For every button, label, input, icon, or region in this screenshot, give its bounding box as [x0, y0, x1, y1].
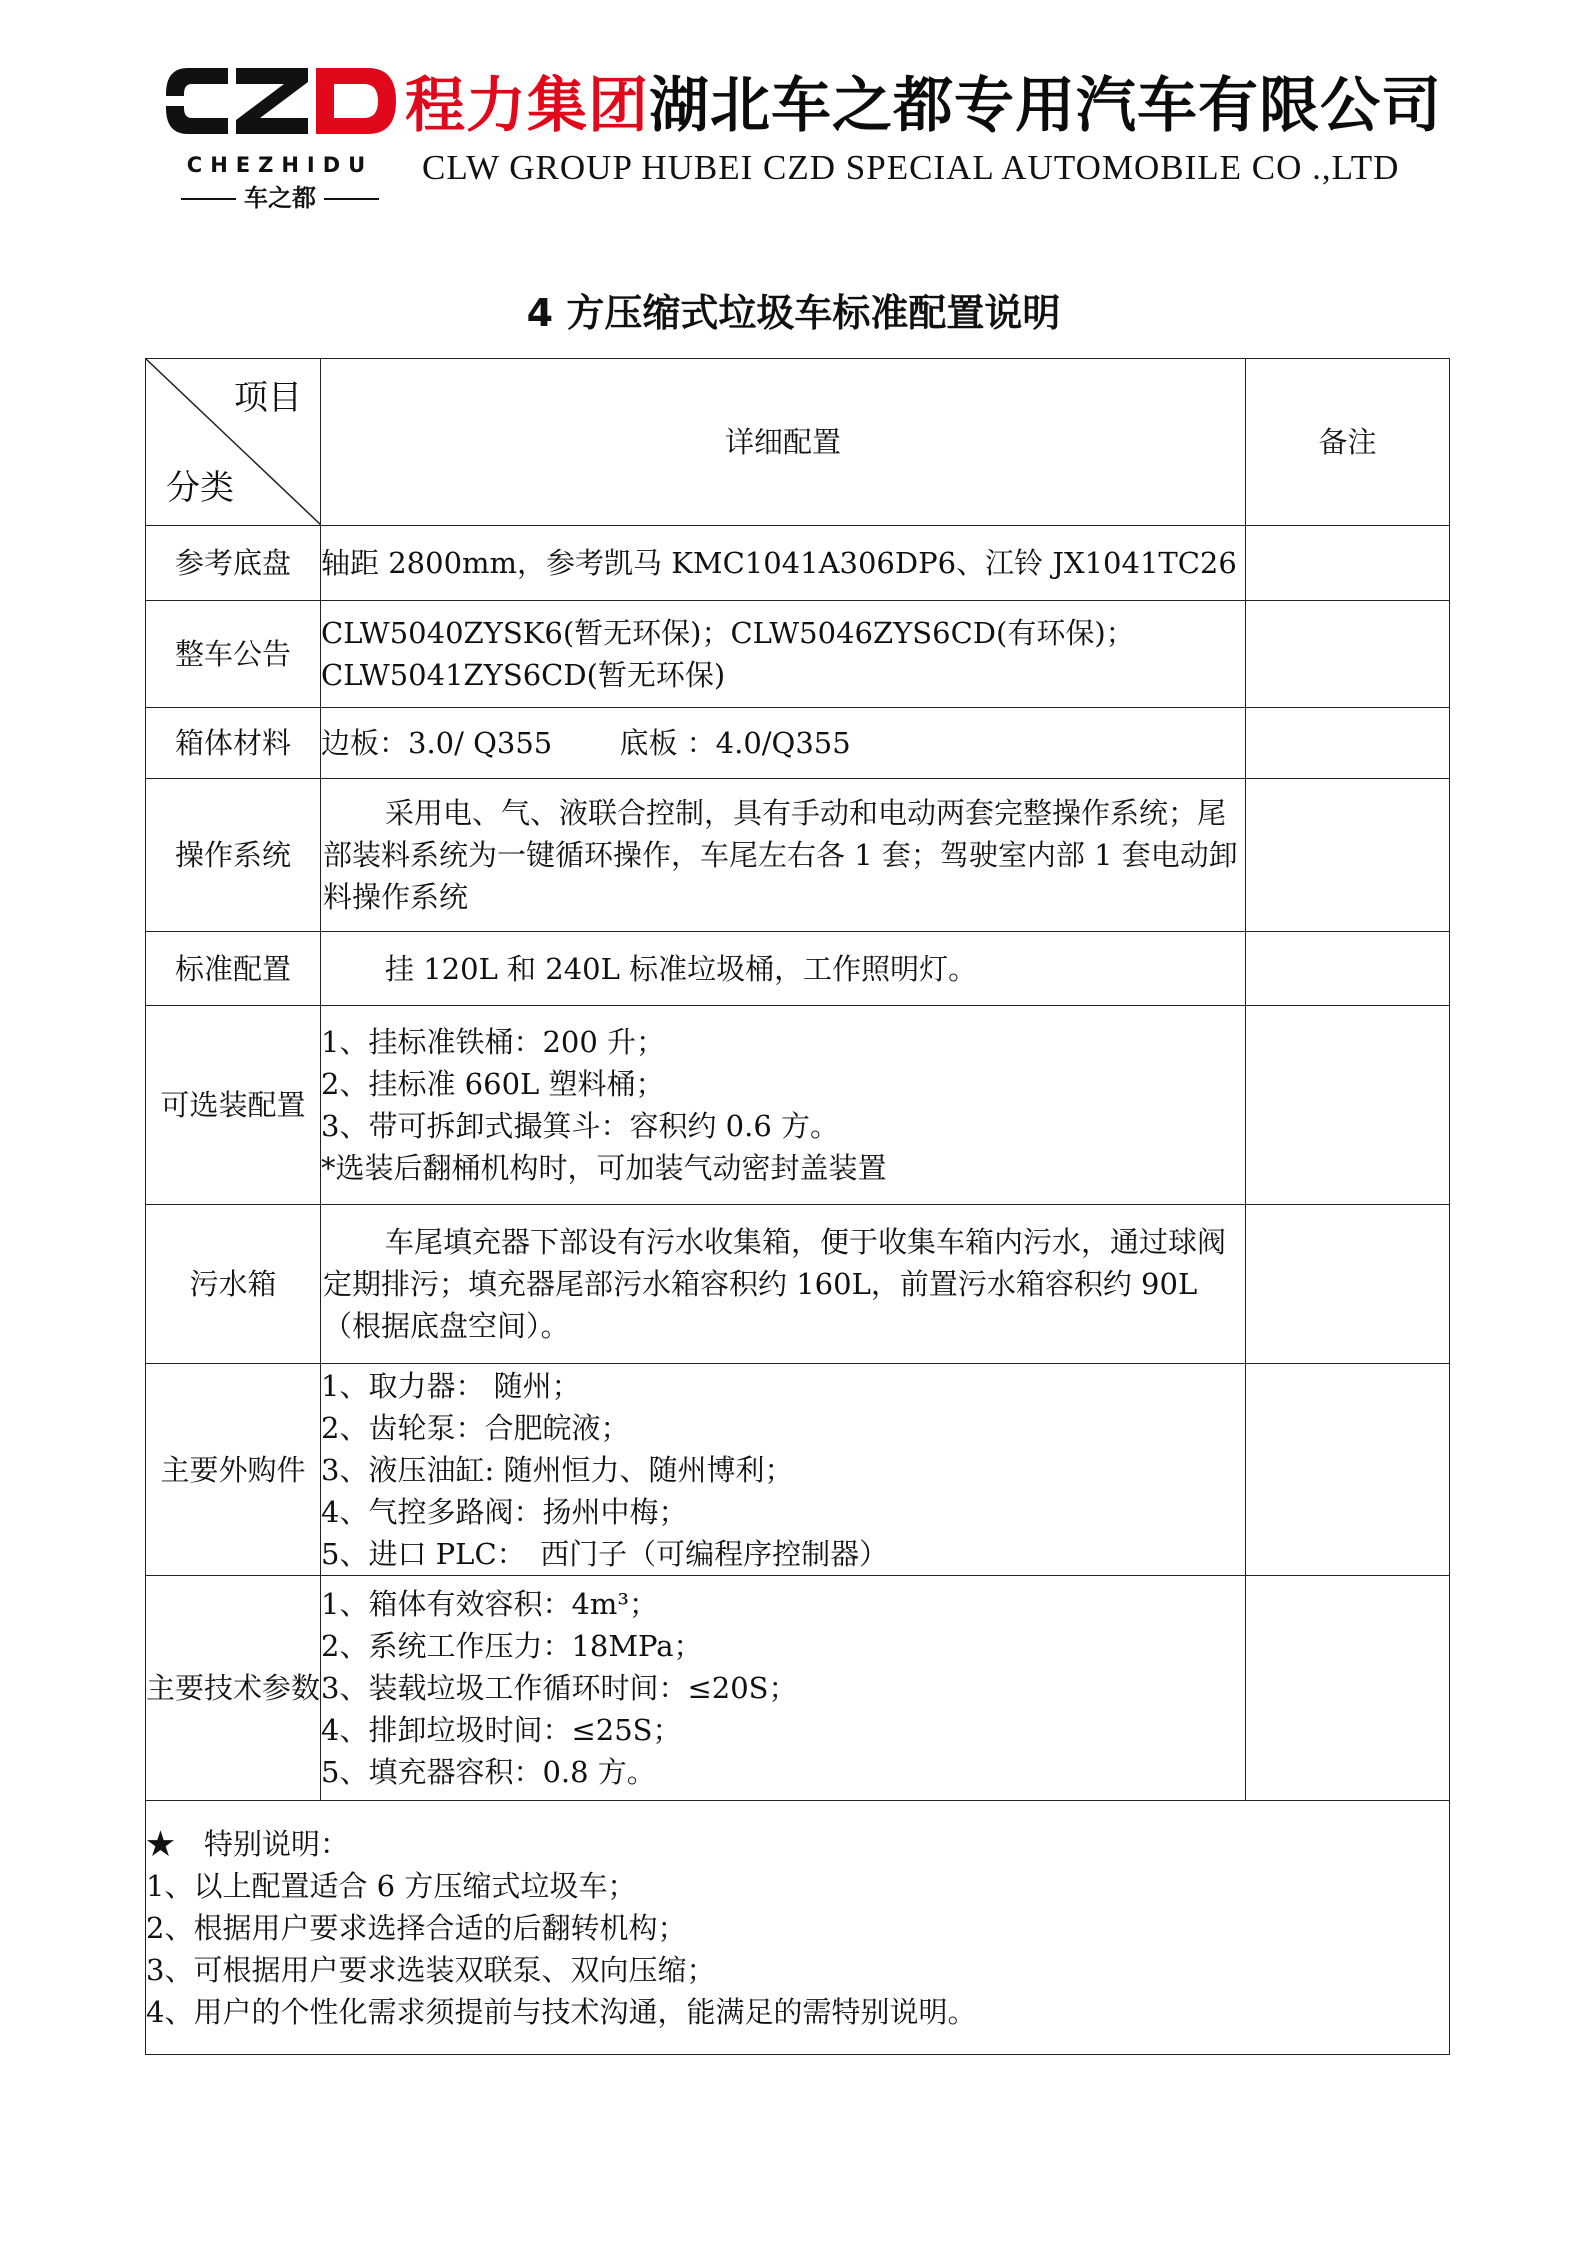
row-note — [1246, 1576, 1450, 1801]
row-category: 可选装配置 — [146, 1006, 321, 1205]
detail-line: *选装后翻桶机构时，可加装气动密封盖装置 — [321, 1151, 887, 1185]
notes-heading: ★ 特别说明： — [146, 1826, 350, 1861]
row-detail — [321, 1576, 1246, 1801]
row-detail: 车尾填充器下部设有污水收集箱，便于收集车箱内污水，通过球阀定期排污；填充器尾部污水箱容积约 160L，前置污水箱容积约 90L（根据底盘空间）。 — [321, 1205, 1246, 1364]
table-row — [146, 779, 1450, 932]
detail-line: 边板：3.0/ Q355 底板 ：4.0/Q355 — [321, 726, 851, 760]
row-detail: 采用电、气、液联合控制，具有手动和电动两套完整操作系统；尾部装料系统为一键循环操作，车尾左右各 1 套；驾驶室内部 1 套电动卸料操作系统 — [321, 779, 1246, 932]
table-row — [146, 1576, 1450, 1801]
header-item-label: 项目 — [234, 378, 302, 418]
row-note — [1246, 526, 1450, 601]
table-row — [146, 1364, 1450, 1576]
note-item: 2、根据用户要求选择合适的后翻转机构； — [146, 1910, 687, 1945]
company-name-cn — [405, 58, 1442, 144]
row-note — [1246, 1364, 1450, 1576]
detail-line: 3、带可拆卸式撮箕斗：容积约 0.6 方。 — [321, 1109, 840, 1143]
note-item: 1、以上配置适合 6 方压缩式垃圾车； — [146, 1868, 637, 1903]
company-name: 湖北车之都专用汽车有限公司 — [649, 71, 1442, 141]
row-note — [1246, 708, 1450, 779]
table-row — [146, 1205, 1450, 1364]
table-row — [146, 526, 1450, 601]
company-name-en: CLW GROUP HUBEI CZD SPECIAL AUTOMOBILE CO .,LTD — [422, 148, 1400, 187]
config-table — [145, 358, 1450, 2055]
czd-logo — [158, 60, 403, 150]
detail-line: 5、进口 PLC： 西门子（可编程序控制器） — [321, 1536, 889, 1571]
group-name: 程力集团 — [405, 71, 649, 141]
row-category: 主要外购件 — [146, 1364, 321, 1576]
logo-chinese-caption — [160, 178, 400, 213]
detail-line: 4、排卸垃圾时间：≤25S； — [321, 1713, 682, 1747]
row-category: 标准配置 — [146, 932, 321, 1006]
table-row — [146, 932, 1450, 1006]
detail-line: 5、填充器容积：0.8 方。 — [321, 1755, 656, 1789]
divider — [324, 198, 379, 200]
row-category: 参考底盘 — [146, 526, 321, 601]
detail-line: 2、系统工作压力：18MPa； — [321, 1629, 703, 1663]
header-category-label: 分类 — [166, 468, 234, 508]
table-row — [146, 601, 1450, 708]
detail-line: 2、挂标准 660L 塑料桶； — [321, 1067, 665, 1101]
table-row — [146, 708, 1450, 779]
detail-line: CLW5041ZYS6CD(暂无环保) — [321, 658, 726, 692]
row-category: 主要技术参数 — [146, 1576, 321, 1801]
detail-line: CLW5040ZYSK6(暂无环保)；CLW5046ZYS6CD(有环保)； — [321, 616, 1135, 650]
logo-subtitle: CHEZHIDU — [186, 153, 374, 177]
letterhead — [0, 0, 1587, 210]
row-detail — [321, 601, 1246, 708]
diagonal-header-cell — [146, 359, 321, 526]
row-category: 整车公告 — [146, 601, 321, 708]
row-category: 箱体材料 — [146, 708, 321, 779]
detail-line: 3、装载垃圾工作循环时间：≤20S； — [321, 1671, 798, 1705]
document-title: 4 方压缩式垃圾车标准配置说明 — [526, 291, 1061, 335]
detail-line: 2、齿轮泵：合肥皖液； — [321, 1410, 630, 1445]
detail-line: 3、液压油缸: 随州恒力、随州博利； — [321, 1452, 794, 1487]
row-note — [1246, 1205, 1450, 1364]
row-detail — [321, 526, 1246, 601]
detail-line: 4、气控多路阀：扬州中梅； — [321, 1494, 688, 1529]
detail-line: 1、挂标准铁桶：200 升； — [321, 1025, 666, 1059]
row-category: 操作系统 — [146, 779, 321, 932]
logo-chinese-text: 车之都 — [244, 184, 316, 212]
row-detail — [321, 1006, 1246, 1205]
note-item: 3、可根据用户要求选装双联泵、双向压缩； — [146, 1952, 716, 1987]
header-note: 备注 — [1246, 359, 1450, 526]
divider — [181, 198, 236, 200]
detail-line: 轴距 2800mm，参考凯马 KMC1041A306DP6、江铃 JX1041TC26 — [321, 546, 1237, 580]
row-note — [1246, 779, 1450, 932]
notes-row — [146, 1801, 1450, 2055]
row-note — [1246, 601, 1450, 708]
table-header-row — [146, 359, 1450, 526]
row-detail — [321, 708, 1246, 779]
row-detail: 挂 120L 和 240L 标准垃圾桶，工作照明灯。 — [321, 932, 1246, 1006]
table-row — [146, 1006, 1450, 1205]
special-notes — [146, 1801, 1450, 2055]
row-category: 污水箱 — [146, 1205, 321, 1364]
header-detail: 详细配置 — [321, 359, 1246, 526]
note-item: 4、用户的个性化需求须提前与技术沟通，能满足的需特别说明。 — [146, 1994, 977, 2029]
row-note — [1246, 932, 1450, 1006]
row-note — [1246, 1006, 1450, 1205]
row-detail — [321, 1364, 1246, 1576]
detail-line: 1、箱体有效容积：4m³； — [321, 1587, 659, 1621]
detail-line: 1、取力器： 随州； — [321, 1368, 581, 1403]
